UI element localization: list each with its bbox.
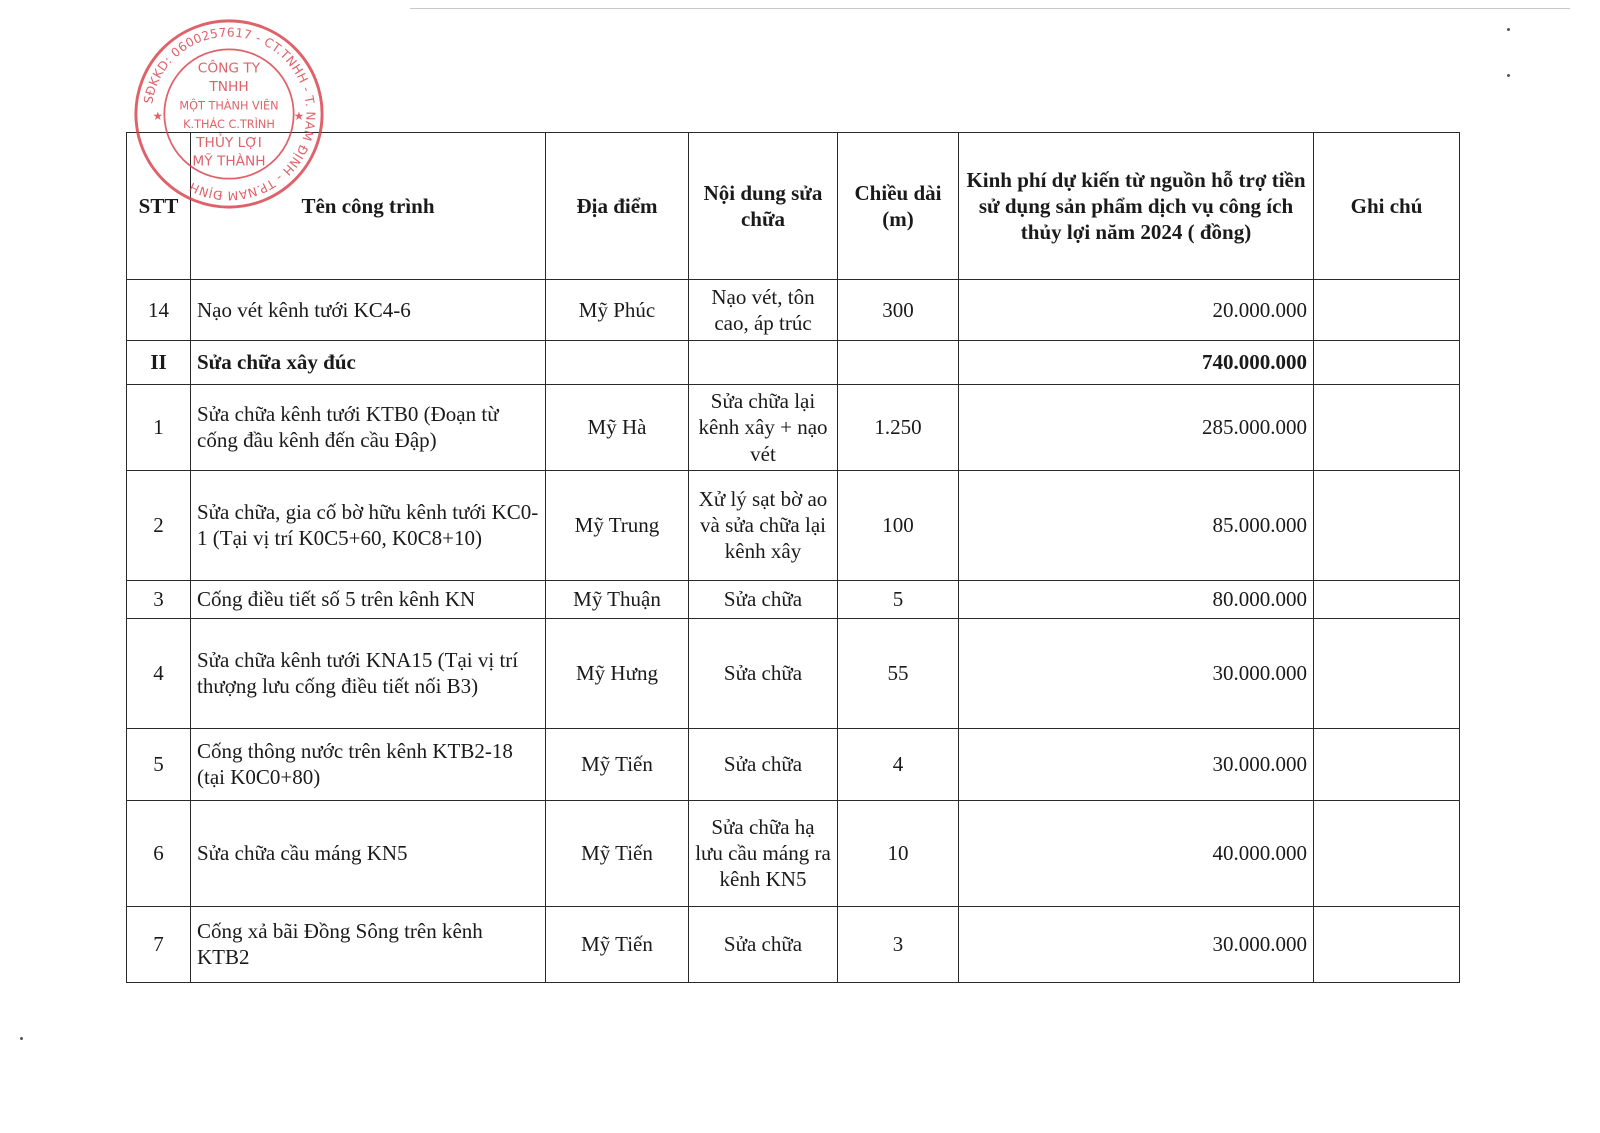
table-row xyxy=(127,470,1460,580)
scan-speck xyxy=(1507,74,1510,77)
table-row xyxy=(127,385,1460,471)
cell-dia-diem: Mỹ Hà xyxy=(546,385,689,471)
seal-ring-text: SĐKKD: 0600257617 - CT.TNHH - T. NAM ĐỊNH - TP.NAM ĐỊNH xyxy=(141,25,318,203)
cell-chieu-dai: 55 xyxy=(838,618,959,728)
cell-stt: 6 xyxy=(127,800,191,906)
cell-ghi-chu xyxy=(1314,385,1460,471)
table-header-row xyxy=(127,133,1460,280)
table-row xyxy=(127,618,1460,728)
header-kinh-phi: Kinh phí dự kiến từ nguồn hỗ trợ tiền sử dụng sản phẩm dịch vụ công ích thủy lợi năm 2024 ( đồng) xyxy=(959,133,1314,280)
cell-stt: 14 xyxy=(127,280,191,341)
cell-noi-dung: Sửa chữa lại kênh xây + nạo vét xyxy=(689,385,838,471)
cell-chieu-dai: 3 xyxy=(838,906,959,982)
cell-kinh-phi: 740.000.000 xyxy=(959,341,1314,385)
cell-ghi-chu xyxy=(1314,800,1460,906)
cell-kinh-phi: 30.000.000 xyxy=(959,906,1314,982)
cell-ten: Sửa chữa kênh tưới KTB0 (Đoạn từ cống đầu kênh đến cầu Đập) xyxy=(191,385,546,471)
cell-dia-diem: Mỹ Trung xyxy=(546,470,689,580)
cell-noi-dung: Sửa chữa xyxy=(689,728,838,800)
cell-noi-dung: Sửa chữa xyxy=(689,906,838,982)
table-row xyxy=(127,728,1460,800)
cell-noi-dung: Sửa chữa xyxy=(689,580,838,618)
cell-dia-diem: Mỹ Hưng xyxy=(546,618,689,728)
cell-kinh-phi: 80.000.000 xyxy=(959,580,1314,618)
seal-center-line: CÔNG TY xyxy=(197,60,261,77)
cell-ten: Sửa chữa, gia cố bờ hữu kênh tưới KC0-1 (Tại vị trí K0C5+60, K0C8+10) xyxy=(191,470,546,580)
header-dia-diem: Địa điểm xyxy=(546,133,689,280)
seal-center-line: MỘT THÀNH VIÊN xyxy=(179,99,279,113)
cell-ghi-chu xyxy=(1314,341,1460,385)
cell-ten: Cống điều tiết số 5 trên kênh KN xyxy=(191,580,546,618)
table-row xyxy=(127,906,1460,982)
table-row xyxy=(127,580,1460,618)
cell-kinh-phi: 30.000.000 xyxy=(959,728,1314,800)
cell-kinh-phi: 40.000.000 xyxy=(959,800,1314,906)
cell-chieu-dai: 300 xyxy=(838,280,959,341)
scan-speck xyxy=(20,1037,23,1040)
cell-noi-dung: Sửa chữa hạ lưu cầu máng ra kênh KN5 xyxy=(689,800,838,906)
seal-center-line: THỦY LỢI xyxy=(196,134,262,151)
cell-chieu-dai: 5 xyxy=(838,580,959,618)
table-row xyxy=(127,280,1460,341)
cell-ten: Cống xả bãi Đồng Sông trên kênh KTB2 xyxy=(191,906,546,982)
seal-star-icon: ★ xyxy=(152,108,164,123)
cell-dia-diem: Mỹ Tiến xyxy=(546,728,689,800)
cell-ten: Cống thông nước trên kênh KTB2-18 (tại K0C0+80) xyxy=(191,728,546,800)
cell-ghi-chu xyxy=(1314,470,1460,580)
header-ghi-chu: Ghi chú xyxy=(1314,133,1460,280)
cell-noi-dung: Nạo vét, tôn cao, áp trúc xyxy=(689,280,838,341)
scan-speck xyxy=(1507,28,1510,31)
cell-ghi-chu xyxy=(1314,280,1460,341)
header-noi-dung: Nội dung sửa chữa xyxy=(689,133,838,280)
cell-chieu-dai xyxy=(838,341,959,385)
header-ten-cong-trinh: Tên công trình xyxy=(191,133,546,280)
cell-dia-diem xyxy=(546,341,689,385)
section-row xyxy=(127,341,1460,385)
cell-ten: Sửa chữa xây đúc xyxy=(191,341,546,385)
cell-ghi-chu xyxy=(1314,906,1460,982)
cell-kinh-phi: 285.000.000 xyxy=(959,385,1314,471)
cell-chieu-dai: 100 xyxy=(838,470,959,580)
cell-kinh-phi: 30.000.000 xyxy=(959,618,1314,728)
cell-noi-dung: Sửa chữa xyxy=(689,618,838,728)
scan-edge-line xyxy=(410,8,1570,9)
header-stt: STT xyxy=(127,133,191,280)
cell-kinh-phi: 85.000.000 xyxy=(959,470,1314,580)
cell-ten: Sửa chữa cầu máng KN5 xyxy=(191,800,546,906)
seal-center-line: K.THÁC C.TRÌNH xyxy=(183,118,275,132)
header-chieu-dai: Chiều dài (m) xyxy=(838,133,959,280)
cell-chieu-dai: 4 xyxy=(838,728,959,800)
cell-chieu-dai: 10 xyxy=(838,800,959,906)
cell-stt: 2 xyxy=(127,470,191,580)
cell-noi-dung xyxy=(689,341,838,385)
seal-star-icon: ★ xyxy=(293,108,305,123)
cell-chieu-dai: 1.250 xyxy=(838,385,959,471)
cell-ghi-chu xyxy=(1314,618,1460,728)
cell-stt: 7 xyxy=(127,906,191,982)
cell-dia-diem: Mỹ Phúc xyxy=(546,280,689,341)
cell-ghi-chu xyxy=(1314,580,1460,618)
cell-ghi-chu xyxy=(1314,728,1460,800)
cell-stt: 4 xyxy=(127,618,191,728)
cell-kinh-phi: 20.000.000 xyxy=(959,280,1314,341)
cell-dia-diem: Mỹ Tiến xyxy=(546,800,689,906)
cell-stt: 5 xyxy=(127,728,191,800)
cell-dia-diem: Mỹ Tiến xyxy=(546,906,689,982)
cell-ten: Nạo vét kênh tưới KC4-6 xyxy=(191,280,546,341)
table-row xyxy=(127,800,1460,906)
cell-stt: 3 xyxy=(127,580,191,618)
cell-stt: II xyxy=(127,341,191,385)
cell-ten: Sửa chữa kênh tưới KNA15 (Tại vị trí thượng lưu cống điều tiết nối B3) xyxy=(191,618,546,728)
cell-noi-dung: Xử lý sạt bờ ao và sửa chữa lại kênh xây xyxy=(689,470,838,580)
cell-stt: 1 xyxy=(127,385,191,471)
seal-center-line: MỸ THÀNH xyxy=(192,153,266,170)
repair-works-table xyxy=(126,132,1460,983)
seal-center-line: TNHH xyxy=(209,78,249,95)
cell-dia-diem: Mỹ Thuận xyxy=(546,580,689,618)
